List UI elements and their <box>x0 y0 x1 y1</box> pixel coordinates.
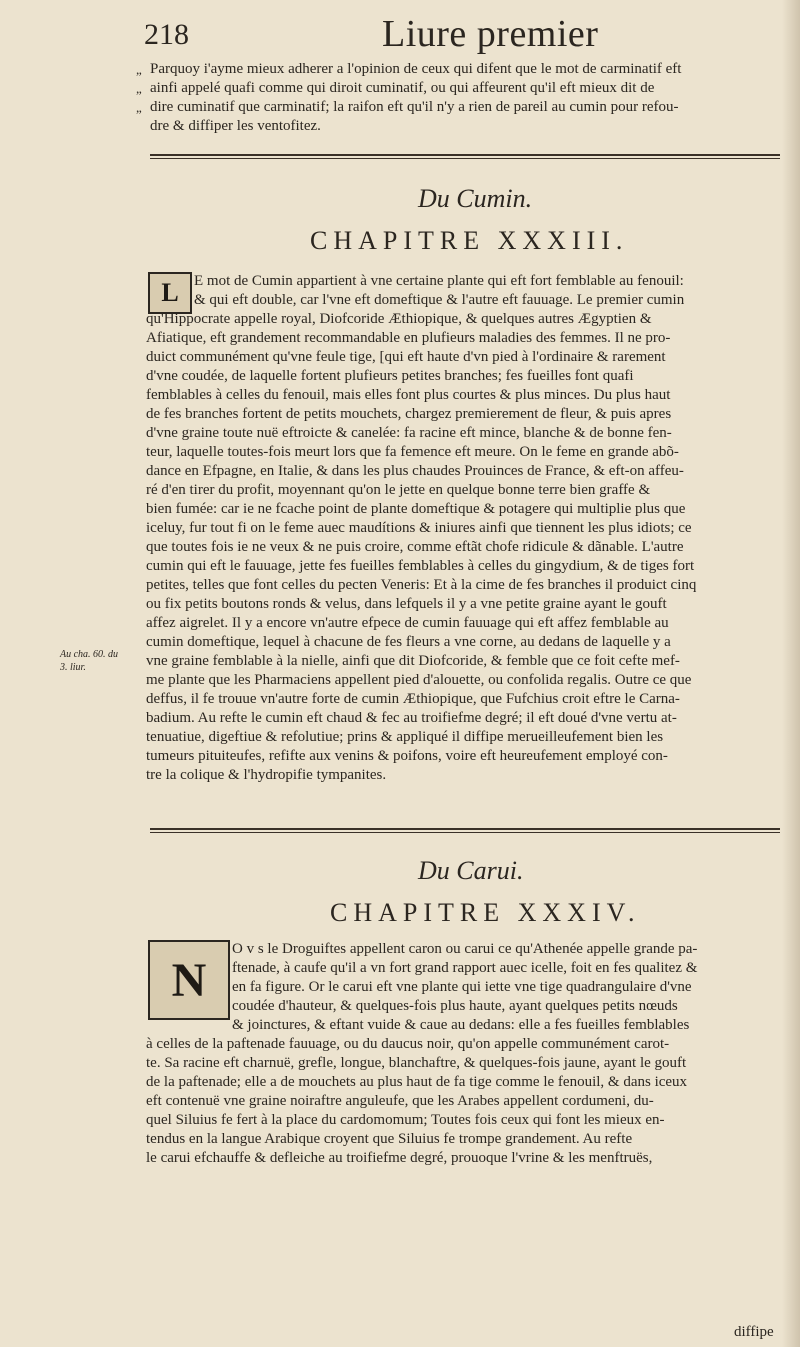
intro-line: „ Parquoy i'ayme mieux adherer a l'opinion de ceux qui difent que le mot de carminatif eft <box>136 61 682 77</box>
margin-note: Au cha. 60. du 3. liur. <box>60 649 119 673</box>
running-header <box>142 8 782 56</box>
drop-cap-l: L <box>148 272 192 314</box>
chapter-heading-33: CHAPITRE XXXIII. <box>310 226 629 255</box>
page-number: 218 <box>144 18 189 51</box>
divider-rule <box>150 828 780 830</box>
drop-cap-n: N <box>148 940 230 1020</box>
chapter-33-text: E mot de Cumin appartient à vne certaine plante qui eft fort femblable au fenouil: & qui eft double, car l'vne eft domeftique & l'autre eft fauuage. Le premier cumin qu'Hippocrate appelle royal, Diofcoride Æthiopique, & quelques autres Ægyptien & Afiatique, eft grandement recommandable en plufieurs maladies des femmes. Il ne pro- duict communément qu'vne feule tige, [qui eft haute d'vn pied à l'ordinaire & rarement d'vne coudée, de laquelle fortent plufieurs petites branches; fes fueilles font quafi femblables à celles du fenouil, mais elles font plus courtes & plus minces. Du plus haut de fes branches fortent de petits mouchets, chargez premierement de fleur, & puis apres d'vne graine toute nuë eftroicte & canelée: fa racine eft mince, blanche & de bonne fen- teur, laquelle toutes-fois meurt lors que fa femence eft meure. On le feme en grande abõ- dance en Efpagne, en Italie, & dans les plus chaudes Prouinces de France, & eft-on affeu- ré d'en tirer du profit, moyennant qu'on le jette en quelque bonne terre bien graffe & bien fumée: car ie ne fcache point de plante domeftique & potagere qui multiplie plus que iceluy, fur tout fi on le feme auec maudítions & iniures ainfi que tiennent les plus idiots; ce que toutes fois ie ne veux & ne puis croire, comme eftãt chofe ridicule & dãnable. L'autre cumin qui eft le fauuage, jette fes fueilles femblables à celles du gingydium, & de tiges fort petites, telles que font celles du pecten Veneris: Et à la cime de fes branches il produict cinq ou fix petits boutons ronds & velus, dans lefquels il y a vne petite graine ayant le gouft affez aigrelet. Il y a encore vn'autre efpece de cumin fauuage qui eft affez femblable au cumin domeftique, lequel à chacune de fes fleurs a vne corne, au dedans de laquelle y a vne graine femblable à la nielle, ainfi que dit Diofcoride, & femble que ce foit cefte mef- me plante que les Pharmaciens appellent pied d'alouette, ou confolida regalis. Outre ce que deffus, il fe trouue vn'autre forte de cumin Æthiopique, que Fufchius croit eftre le Carna- badium. Au refte le cumin eft chaud & fec au troifiefme degré; il eft doué d'vne vertu at- tenuatiue, digeftiue & refolutiue; prins & appliqué il diffipe merueilleufement bien les tumeurs pituiteufes, refifte aux venins & poifons, voire eft heureufement employé con- tre la colique & l'hydropifie tympanites. <box>146 273 697 783</box>
divider-rule <box>150 832 780 833</box>
chapter-heading-34: CHAPITRE XXXIV. <box>330 898 641 927</box>
intro-line: dre & diffiper les ventofitez. <box>150 118 321 134</box>
divider-rule <box>150 158 780 159</box>
section-title-carui: Du Carui. <box>418 856 524 885</box>
running-title: Liure premier <box>382 13 599 55</box>
divider-rule <box>150 154 780 156</box>
section-title-cumin: Du Cumin. <box>418 184 533 213</box>
intro-line: „ dire cuminatif que carminatif; la raifon eft qu'il n'y a rien de pareil au cumin pour refou- <box>136 99 679 115</box>
page-fold-shadow <box>782 0 800 1347</box>
intro-line: „ ainfi appelé quafi comme qui diroit cuminatif, ou qui affeurent qu'il eft mieux dit de <box>136 80 655 96</box>
intro-paragraph <box>136 60 784 136</box>
chapter-34-text: O v s le Droguiftes appellent caron ou carui ce qu'Athenée appelle grande pa- ftenade, à caufe qu'il a vn fort grand rapport auec icelle, foit en fes qualitez & en fa figure. Or le carui eft vne plante qui iette vne tige quadrangulaire d'vne coudée d'hauteur, & quelques-fois plus haute, ayant quelques petits nœuds & joinctures, & eftant vuide & caue au dedans: elle a fes fueilles femblables à celles de la paftenade fauuage, ou du daucus noir, qu'on appelle communément carot- te. Sa racine eft charnuë, grefle, longue, blanchaftre, & quelques-fois jaune, ayant le gouft de la paftenade; elle a de mouchets au plus haut de fa tige comme le fenouil, & dans iceux eft contenuë vne graine noiraftre anguleufe, que les Arabes appellent cordumeni, du- quel Siluius fe fert à la place du cardomomum; Toutes fois ceux qui font les mieux en- tendus en la langue Arabique croyent que Siluius fe trompe grandement. Au refte le carui efchauffe & defleiche au troifiefme degré, prouoque l'vrine & les menftruës, <box>146 941 698 1166</box>
catchword: diffipe <box>734 1324 774 1340</box>
